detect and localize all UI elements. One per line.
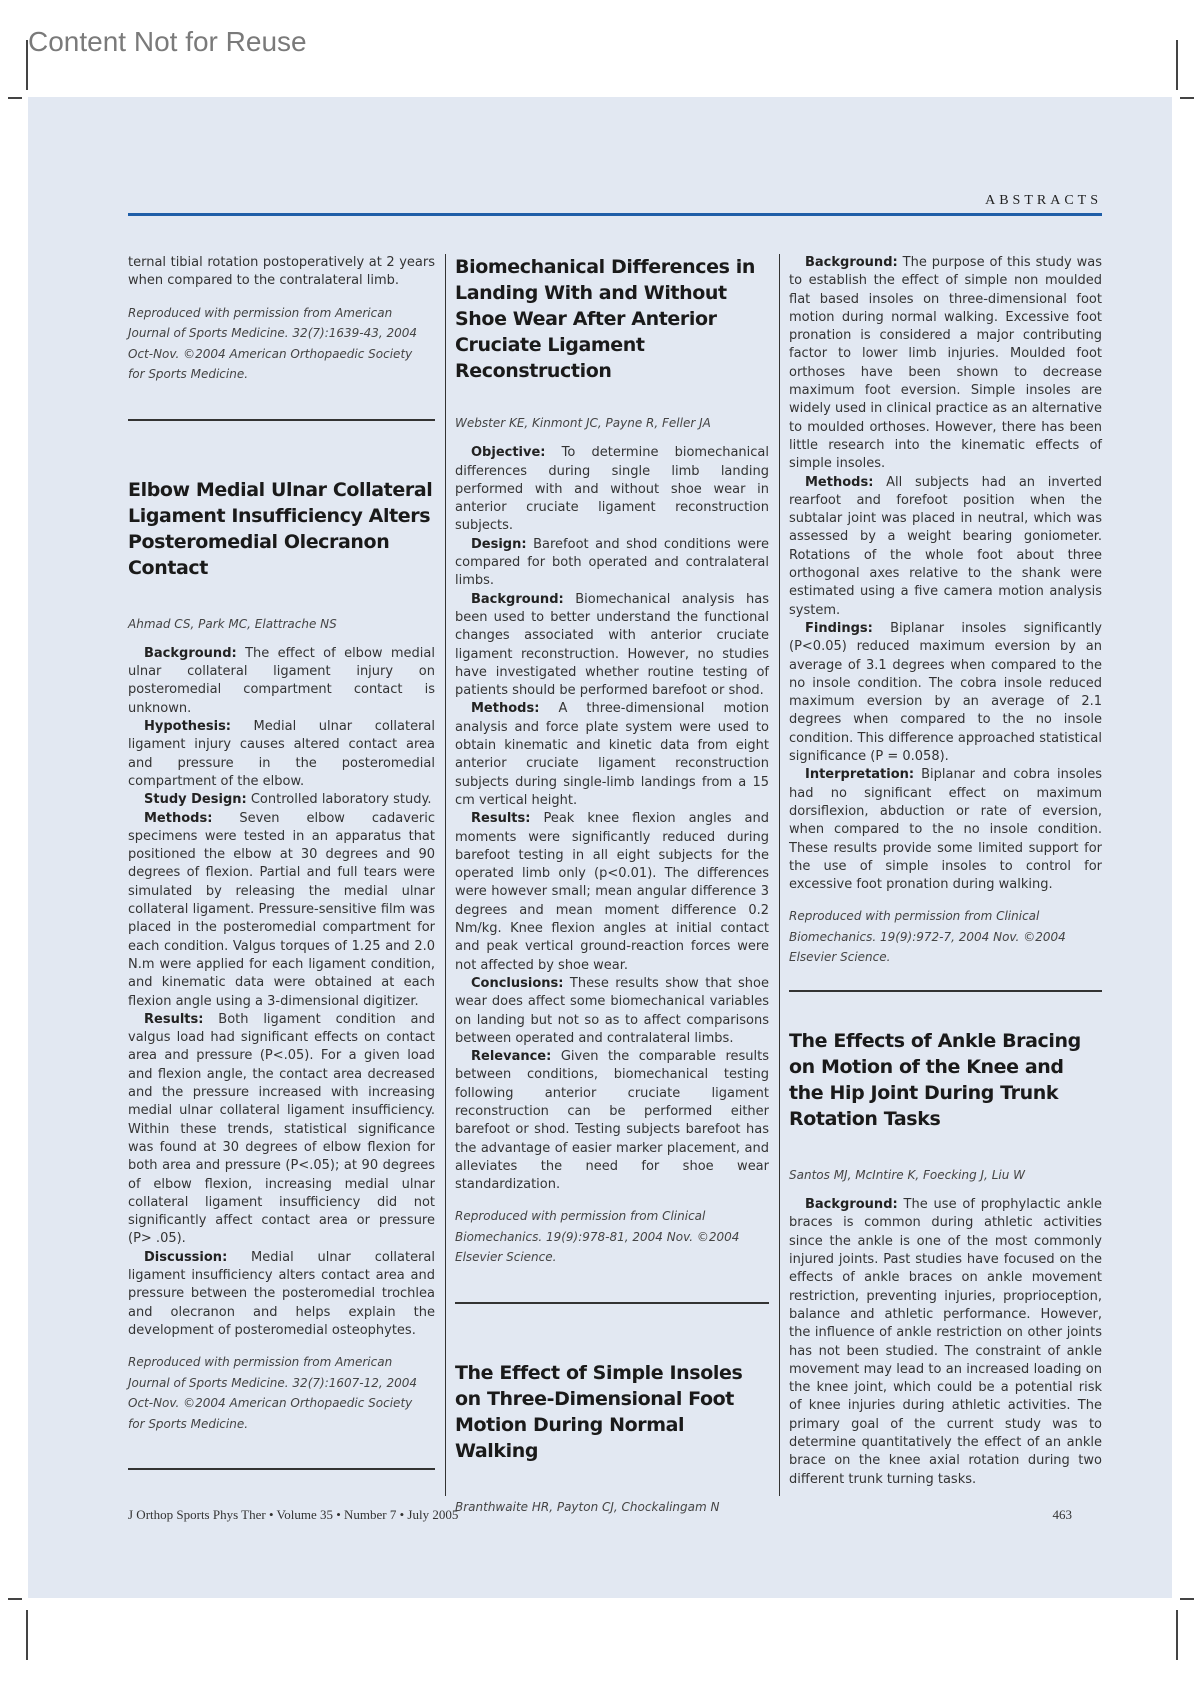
- section-text: Controlled laboratory study.: [246, 792, 432, 808]
- section-label: Results:: [471, 811, 531, 827]
- column-3: [789, 254, 1102, 1489]
- article-authors: Ahmad CS, Park MC, Elattrache NS: [128, 616, 337, 631]
- section-text: Given the comparable results between conditions, biomechanical testing following anterior cruciate ligament reconstruction can be performed either barefoot or shod. Testing subjects barefoot has the advantage of easier marker placement, and alleviates the need for shoe wear standardization.: [455, 1049, 769, 1193]
- section-label: Study Design:: [144, 792, 247, 808]
- abstract-paragraph: [789, 620, 1102, 766]
- section-header: ABSTRACTS: [985, 193, 1102, 208]
- page-number: 463: [1052, 1507, 1072, 1522]
- section-label: Conclusions:: [471, 975, 564, 991]
- abstract-paragraph: [789, 254, 1102, 474]
- watermark: Content Not for Reuse: [28, 26, 307, 57]
- section-label: Discussion:: [144, 1249, 228, 1265]
- section-label: Relevance:: [471, 1049, 552, 1065]
- section-label: Methods:: [144, 810, 213, 826]
- section-text: These results show that shoe wear does affect some biomechanical variables on landing but not so as to affect comparisons between operated and contralateral limbs.: [455, 975, 769, 1046]
- crop-mark: [1176, 40, 1178, 90]
- crop-mark: [26, 40, 28, 90]
- section-label: Methods:: [805, 474, 874, 490]
- abstract-paragraph: [128, 645, 435, 718]
- abstract-paragraph: [128, 718, 435, 791]
- crop-mark: [1180, 1598, 1194, 1600]
- abstract-paragraph: [128, 1011, 435, 1249]
- abstract-paragraph: [128, 791, 435, 809]
- section-label: Background:: [144, 645, 237, 661]
- abstract-paragraph: [128, 1249, 435, 1340]
- section-text: Biplanar insoles significantly (P<0.05) reduced maximum eversion by an average of 3.1 degrees when compared to the no insole condition. The cobra insole reduced maximum eversion by an average of 2.1 degrees when compared to the no insole condition. This difference approached statistical significance (P = 0.058).: [789, 620, 1102, 765]
- header-rule: [128, 213, 1102, 216]
- crop-mark: [8, 97, 22, 99]
- section-text: The use of prophylactic ankle braces is common during athletic activities since the ankle is one of the most commonly injured joints. Past studies have focused on the effects of ankle braces on ankle movement restriction, preventing injuries, proprioception, balance and athletic performance. However, the influence of ankle restriction on other joints has not been studied. The constraint of ankle movement may lead to an increased loading on the knee joint, which could be a potential risk of knee injuries during athletic activities. The primary goal of the current study was to determine quantitatively the effect of an ankle brace on the knee axial rotation during two different trunk turning tasks.: [789, 1197, 1102, 1487]
- section-text: Peak knee flexion angles and moments were significantly reduced during barefoot testing in all eight subjects for the operated limb only (p<0.01). The differences were however small; mean angular difference 3 degrees and mean moment difference 0.2 Nm/kg. Knee flexion angles at initial contact and peak vertical ground-reaction forces were not affected by shoe wear.: [455, 811, 769, 973]
- section-label: Objective:: [471, 445, 546, 461]
- section-text: Medial ulnar collateral ligament insufficiency alters contact area and pressure between the posteromedial trochlea and olecranon and helps explain the development of posteromedial osteophytes.: [128, 1249, 435, 1338]
- article-authors: Branthwaite HR, Payton CJ, Chockalingam N: [455, 1499, 720, 1514]
- crop-mark: [1180, 97, 1194, 99]
- abstract-paragraph: [789, 474, 1102, 620]
- article-title: The Effects of Ankle Bracing on Motion of the Knee and the Hip Joint During Trunk Rotation Tasks: [789, 1029, 1081, 1130]
- abstract-paragraph: [455, 810, 769, 975]
- crop-mark: [1176, 1610, 1178, 1660]
- article-title: The Effect of Simple Insoles on Three-Dimensional Foot Motion During Normal Walking: [455, 1361, 743, 1462]
- section-label: Findings:: [805, 620, 873, 636]
- section-text: The purpose of this study was to establish the effect of simple non moulded flat based insoles on three-dimensional foot motion during normal walking. Excessive foot pronation is considered a major contributing factor to lower limb injuries. Moulded foot orthoses have been shown to decrease maximum foot eversion. Simple insoles are widely used in clinical practice as an alternative to moulded orthoses. However, there has been little research into the kinematic effects of simple insoles.: [789, 255, 1102, 472]
- article-title: Biomechanical Differences in Landing With and Without Shoe Wear After Anterior Cruciate Ligament Reconstruction: [455, 256, 755, 382]
- abstract-paragraph: [455, 591, 769, 701]
- article-divider: [128, 1468, 435, 1470]
- section-label: Background:: [805, 1197, 898, 1213]
- journal-citation: J Orthop Sports Phys Ther • Volume 35 • Number 7 • July 2005: [128, 1507, 459, 1522]
- section-text: Seven elbow cadaveric specimens were tested in an apparatus that positioned the elbow at 30 degrees and 90 degrees of flexion. Partial and full tears were simulated by releasing the medial ulnar collateral ligament. Pressure-sensitive film was placed in the posteromedial compartment for each condition. Valgus torques of 1.25 and 2.0 N.m were applied for each ligament condition, and kinematic data were obtained at each flexion angle using a 3-dimensional digitizer.: [128, 810, 435, 1009]
- abstract-paragraph: [455, 444, 769, 535]
- abstract-paragraph: [789, 766, 1102, 894]
- section-label: Background:: [805, 255, 898, 270]
- column-1: [128, 254, 435, 1470]
- abstract-paragraph: [455, 700, 769, 810]
- reproduction-note: Reproduced with permission from American Journal of Sports Medicine. 32(7):1607-12, 2004 Oct-Nov. ©2004 American Orthopaedic Society for Sports Medicine.: [128, 1355, 418, 1431]
- abstract-paragraph: [789, 1196, 1102, 1489]
- section-label: Design:: [471, 536, 527, 552]
- section-text: A three-dimensional motion analysis and force plate system were used to obtain kinematic and kinetic data from eight anterior cruciate ligament reconstruction subjects during single-limb landings from a 15 cm vertical height.: [455, 701, 769, 808]
- section-label: Background:: [471, 591, 564, 607]
- continued-text: ternal tibial rotation postoperatively at 2 years when compared to the contralateral limb.: [128, 255, 435, 289]
- column-2: [455, 254, 769, 1528]
- article-authors: Webster KE, Kinmont JC, Payne R, Feller JA: [455, 416, 711, 430]
- abstract-paragraph: [455, 536, 769, 591]
- article-divider: [789, 990, 1102, 992]
- abstract-paragraph: [455, 975, 769, 1048]
- abstract-paragraph: [455, 1048, 769, 1194]
- article-divider: [455, 1302, 769, 1304]
- article-authors: Santos MJ, McIntire K, Foecking J, Liu W: [789, 1167, 1025, 1182]
- article-divider: [128, 419, 435, 421]
- section-text: Medial ulnar collateral ligament injury causes altered contact area and pressure in the posteromedial compartment of the elbow.: [128, 719, 435, 789]
- section-text: Both ligament condition and valgus load had significant effects on contact area and pressure (P<.05). For a given load and flexion angle, the contact area decreased and the pressure increased with increasing medial ulnar collateral ligament insufficiency. Within these trends, statistical significance was found at 30 degrees of elbow flexion for both area and pressure (P<.05); at 90 degrees of elbow flexion, increasing medial ulnar collateral ligament insufficiency did not significantly affect contact area or pressure (P> .05).: [128, 1011, 435, 1247]
- column-divider: [445, 254, 446, 1496]
- section-text: To determine biomechanical differences during single limb landing performed with and without shoe wear in anterior cruciate ligament reconstruction subjects.: [455, 445, 769, 534]
- section-label: Interpretation:: [805, 767, 915, 783]
- section-text: All subjects had an inverted rearfoot and forefoot position when the subtalar joint was placed in neutral, which was assessed by a weight bearing goniometer. Rotations of the whole foot about three orthogonal axes relative to the shank were estimated using a five camera motion analysis system.: [789, 474, 1102, 618]
- section-text: Biplanar and cobra insoles had no significant effect on maximum dorsiflexion, abduction or rate of eversion, when compared to the no insole condition. These results provide some limited support for the use of simple insoles to control for excessive foot pronation during walking.: [789, 767, 1102, 893]
- section-label: Hypothesis:: [144, 719, 232, 735]
- section-label: Results:: [144, 1011, 204, 1027]
- section-text: Biomechanical analysis has been used to better understand the functional changes associated with anterior cruciate ligament reconstruction. However, no studies have investigated whether routine testing of patients should be performed barefoot or shod.: [455, 591, 769, 699]
- abstract-paragraph: [128, 810, 435, 1011]
- section-text: The effect of elbow medial ulnar collateral ligament injury on posteromedial compartment contact is unknown.: [128, 645, 435, 716]
- journal-page: [28, 97, 1172, 1598]
- reproduction-note: Reproduced with permission from American Journal of Sports Medicine. 32(7):1639-43, 2004 Oct-Nov. ©2004 American Orthopaedic Society for Sports Medicine.: [128, 305, 418, 382]
- crop-mark: [8, 1598, 22, 1600]
- section-text: Barefoot and shod conditions were compared for both operated and contralateral limbs.: [455, 536, 769, 589]
- crop-mark: [26, 1610, 28, 1660]
- reproduction-note: Reproduced with permission from Clinical Biomechanics. 19(9):972-7, 2004 Nov. ©2004 Elsevier Science.: [789, 909, 1066, 965]
- reproduction-note: Reproduced with permission from Clinical Biomechanics. 19(9):978-81, 2004 Nov. ©2004 Elsevier Science.: [455, 1209, 740, 1265]
- article-title: Elbow Medial Ulnar Collateral Ligament Insufficiency Alters Posteromedial Olecranon Contact: [128, 478, 433, 579]
- section-label: Methods:: [471, 701, 540, 717]
- column-divider: [779, 254, 780, 1496]
